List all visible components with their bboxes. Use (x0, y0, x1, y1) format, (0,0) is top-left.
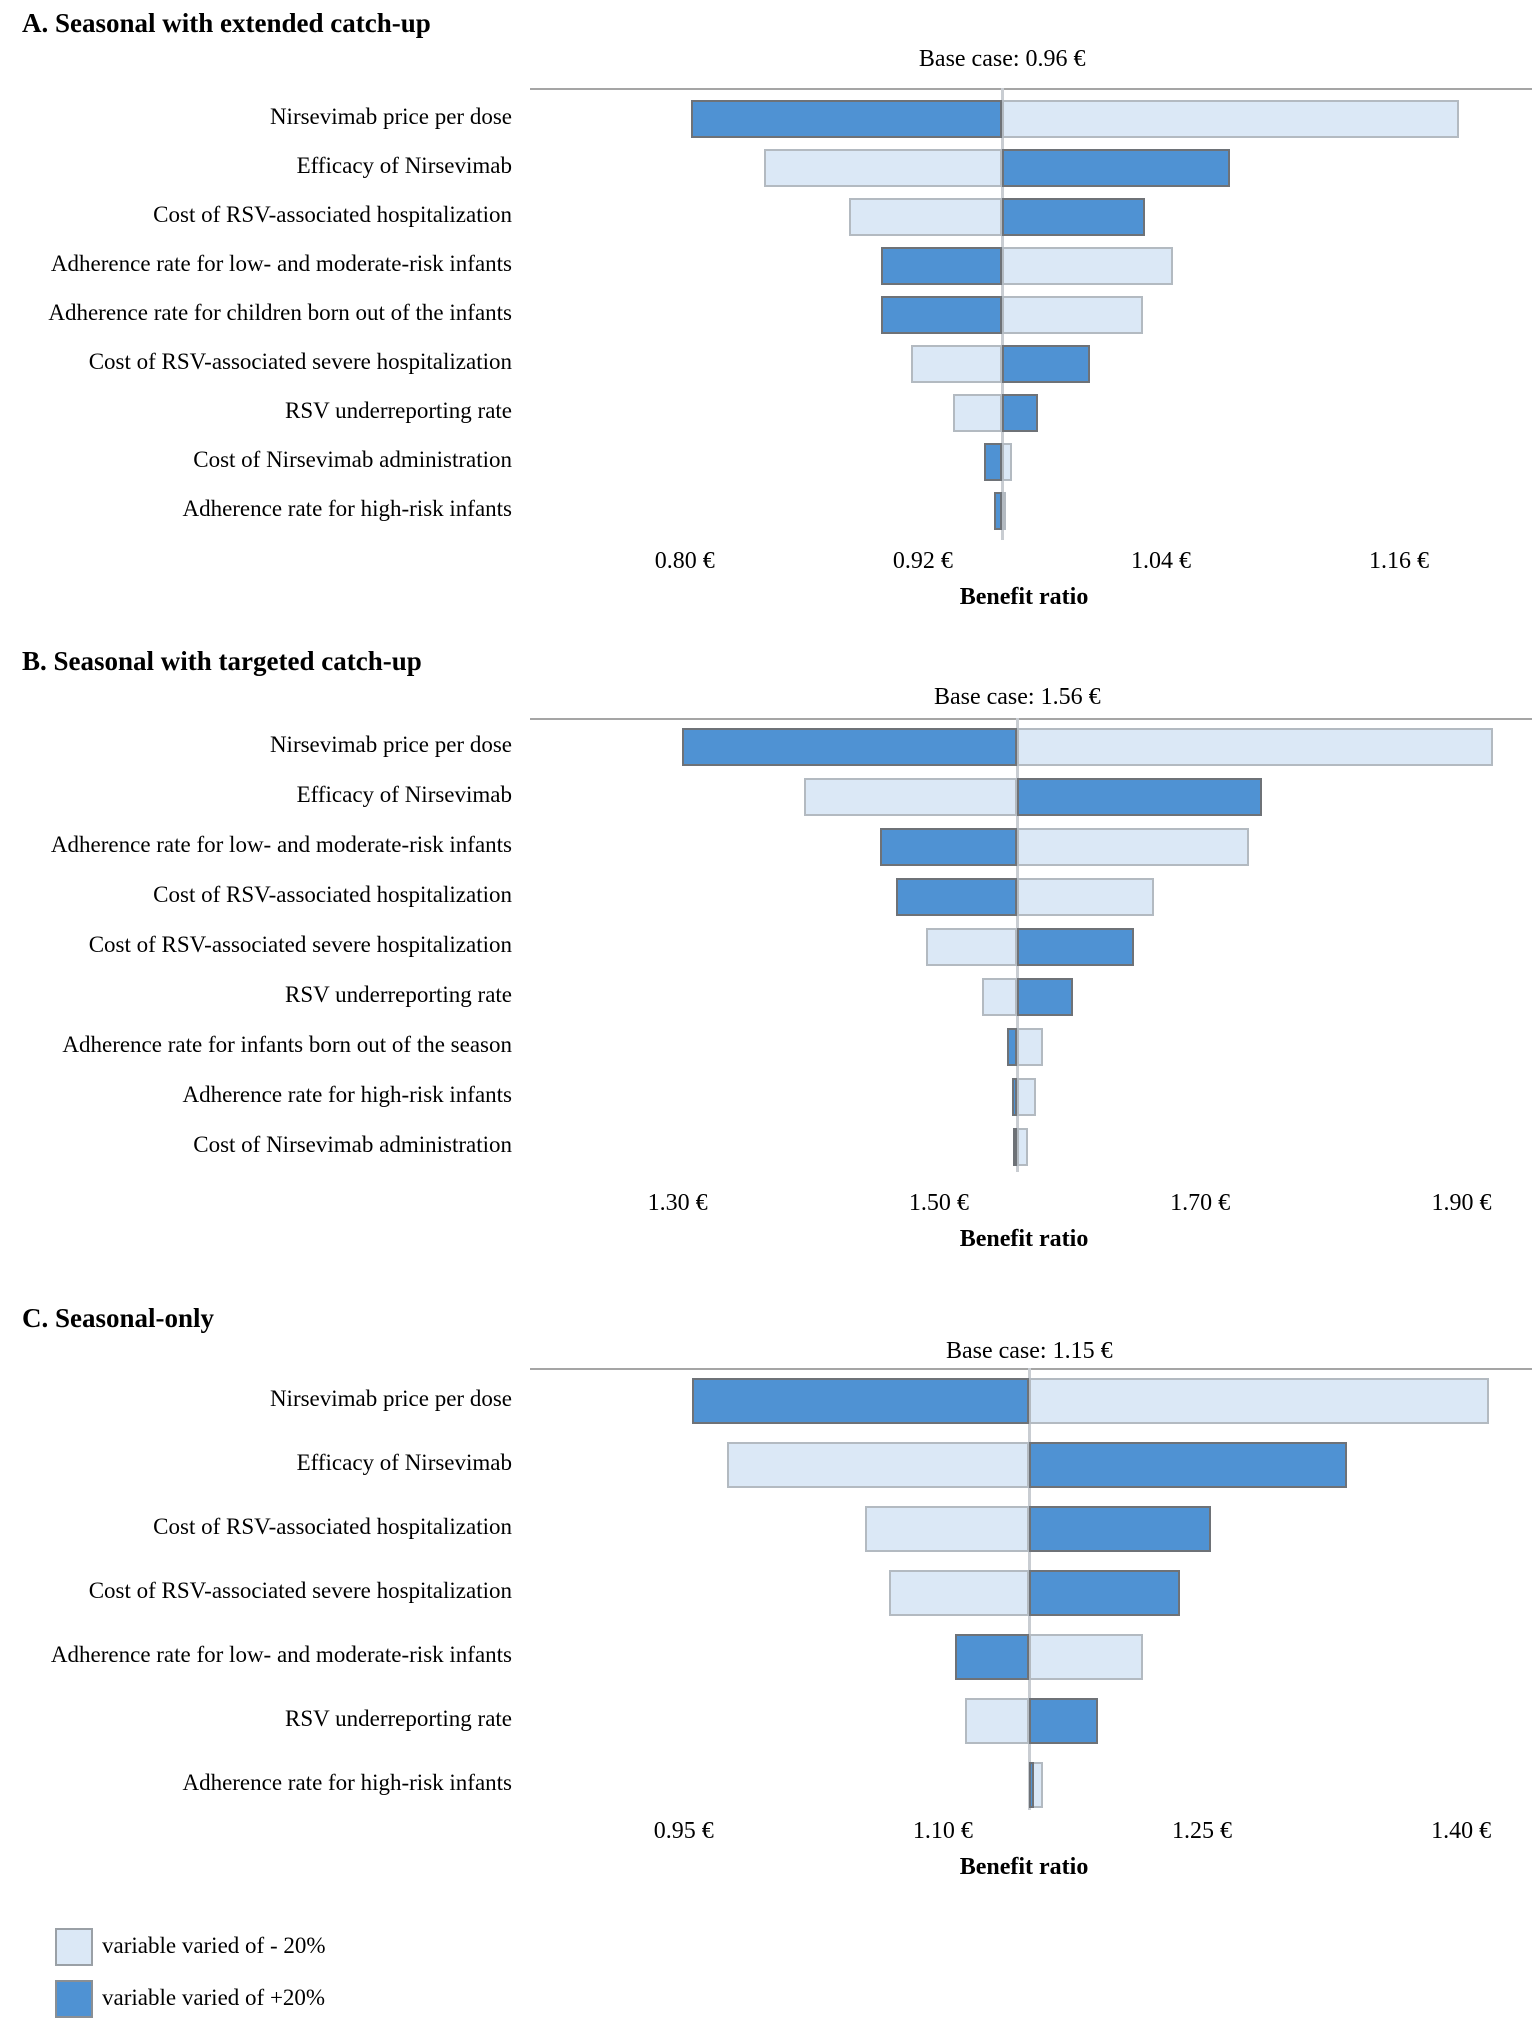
bar-minus-20 (1002, 296, 1143, 334)
bar-plus-20 (880, 828, 1017, 866)
bar-plus-20 (1012, 1078, 1017, 1116)
row-label: Nirsevimab price per dose (269, 104, 512, 129)
bar-plus-20 (691, 100, 1003, 138)
bar-minus-20 (1017, 1078, 1035, 1116)
bar-minus-20 (1002, 247, 1173, 285)
panel-title: C. Seasonal-only (22, 1303, 215, 1333)
row-label: Efficacy of Nirsevimab (296, 782, 512, 807)
bar-plus-20 (1013, 1128, 1017, 1166)
row-label: Cost of RSV-associated severe hospitalization (88, 349, 512, 374)
row-label: Adherence rate for high-risk infants (182, 1770, 512, 1795)
x-axis-tick-label: 0.80 € (654, 548, 715, 574)
legend-label-minus-20: variable varied of - 20% (102, 1933, 326, 1958)
bar-plus-20 (1002, 345, 1089, 383)
x-axis-tick-label: 1.10 € (912, 1818, 973, 1844)
row-label: Cost of RSV-associated severe hospitalization (88, 932, 512, 957)
row-label: Adherence rate for low- and moderate-risk infants (50, 251, 512, 276)
row-label: Nirsevimab price per dose (269, 732, 512, 757)
row-label: Cost of RSV-associated severe hospitalization (88, 1578, 512, 1603)
bar-plus-20 (1017, 928, 1133, 966)
bar-minus-20 (1002, 492, 1006, 530)
bar-minus-20 (865, 1506, 1029, 1552)
x-axis-tick-label: 1.30 € (647, 1190, 708, 1216)
bar-minus-20 (953, 394, 1003, 432)
row-label: Cost of RSV-associated hospitalization (153, 882, 512, 907)
row-label: Adherence rate for low- and moderate-risk infants (50, 832, 512, 857)
row-label: Cost of Nirsevimab administration (193, 1132, 512, 1157)
bar-minus-20 (1017, 828, 1248, 866)
x-axis-title: Benefit ratio (959, 1854, 1089, 1880)
bar-minus-20 (1029, 1378, 1489, 1424)
bar-plus-20 (881, 247, 1002, 285)
bar-minus-20 (804, 778, 1017, 816)
x-axis-tick-label: 1.16 € (1369, 548, 1430, 574)
bar-plus-20 (955, 1634, 1029, 1680)
bar-plus-20 (1002, 394, 1038, 432)
bar-minus-20 (1017, 1128, 1027, 1166)
row-label: Cost of RSV-associated hospitalization (153, 202, 512, 227)
row-label: Efficacy of Nirsevimab (296, 153, 512, 178)
bar-plus-20 (692, 1378, 1029, 1424)
bar-minus-20 (982, 978, 1017, 1016)
bar-plus-20 (1029, 1762, 1034, 1808)
row-label: Adherence rate for infants born out of the season (62, 1032, 512, 1057)
bar-plus-20 (994, 492, 1002, 530)
panel-title: A. Seasonal with extended catch-up (22, 8, 431, 38)
x-axis-tick-label: 1.70 € (1170, 1190, 1231, 1216)
x-axis-tick-label: 1.90 € (1431, 1190, 1492, 1216)
bar-plus-20 (896, 878, 1017, 916)
row-label: Adherence rate for children born out of the infants (48, 300, 512, 325)
bar-minus-20 (849, 198, 1002, 236)
row-label: RSV underreporting rate (285, 982, 512, 1007)
bar-plus-20 (1017, 778, 1261, 816)
bar-plus-20 (1029, 1506, 1210, 1552)
row-label: Cost of Nirsevimab administration (193, 447, 512, 472)
row-label: Cost of RSV-associated hospitalization (153, 1514, 512, 1539)
bar-minus-20 (1017, 728, 1493, 766)
row-label: Adherence rate for low- and moderate-risk infants (50, 1642, 512, 1667)
bar-minus-20 (889, 1570, 1029, 1616)
row-label: Efficacy of Nirsevimab (296, 1450, 512, 1475)
bar-minus-20 (1002, 443, 1012, 481)
x-axis-tick-label: 0.95 € (653, 1818, 714, 1844)
row-label: RSV underreporting rate (285, 398, 512, 423)
plot-top-rule (530, 718, 1532, 720)
bar-minus-20 (1017, 1028, 1043, 1066)
bar-plus-20 (682, 728, 1018, 766)
bar-plus-20 (881, 296, 1002, 334)
x-axis-tick-label: 0.92 € (892, 548, 953, 574)
bar-plus-20 (1002, 149, 1230, 187)
bar-plus-20 (1002, 198, 1145, 236)
plot-top-rule (530, 88, 1532, 90)
bar-minus-20 (727, 1442, 1029, 1488)
bar-minus-20 (1029, 1634, 1143, 1680)
base-case-label: Base case: 1.56 € (933, 684, 1101, 710)
plot-top-rule (530, 1368, 1532, 1370)
x-axis-tick-label: 1.50 € (908, 1190, 969, 1216)
x-axis-tick-label: 1.40 € (1431, 1818, 1492, 1844)
base-case-label: Base case: 1.15 € (945, 1338, 1113, 1364)
bar-minus-20 (926, 928, 1017, 966)
bar-plus-20 (1007, 1028, 1017, 1066)
bar-plus-20 (1029, 1698, 1098, 1744)
x-axis-title: Benefit ratio (959, 1226, 1089, 1252)
legend-label-plus-20: variable varied of +20% (102, 1985, 326, 2010)
base-case-label: Base case: 0.96 € (918, 46, 1086, 72)
bar-plus-20 (1017, 978, 1073, 1016)
row-label: Adherence rate for high-risk infants (182, 1082, 512, 1107)
bar-minus-20 (965, 1698, 1029, 1744)
bar-minus-20 (911, 345, 1002, 383)
bar-minus-20 (764, 149, 1002, 187)
x-axis-title: Benefit ratio (959, 584, 1089, 610)
panel-title: B. Seasonal with targeted catch-up (22, 646, 422, 676)
row-label: Nirsevimab price per dose (269, 1386, 512, 1411)
bar-plus-20 (1029, 1442, 1347, 1488)
bar-plus-20 (984, 443, 1002, 481)
bar-minus-20 (1017, 878, 1154, 916)
row-label: Adherence rate for high-risk infants (182, 496, 512, 521)
bar-plus-20 (1029, 1570, 1179, 1616)
row-label: RSV underreporting rate (285, 1706, 512, 1731)
legend-swatch-plus-20 (55, 1980, 93, 2018)
bar-minus-20 (1002, 100, 1458, 138)
x-axis-tick-label: 1.04 € (1130, 548, 1191, 574)
x-axis-tick-label: 1.25 € (1172, 1818, 1233, 1844)
legend-swatch-minus-20 (55, 1928, 93, 1966)
